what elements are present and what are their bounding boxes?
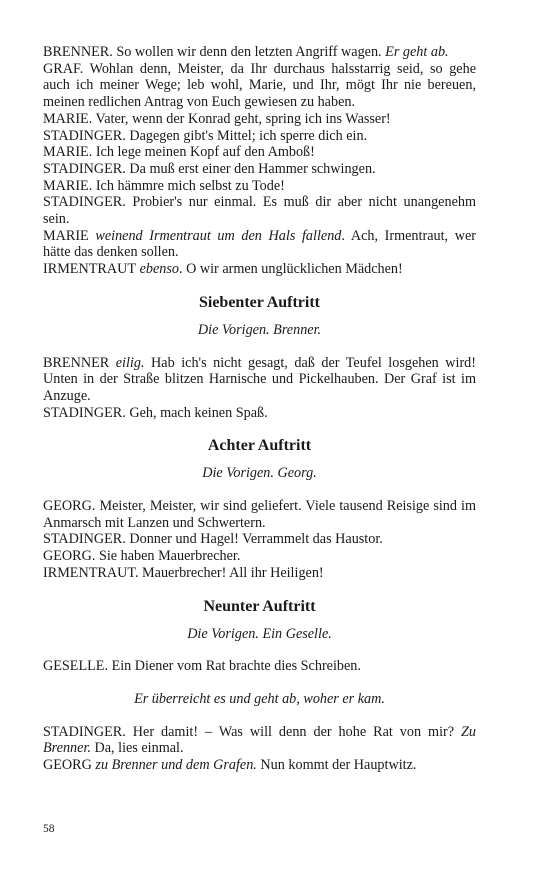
speaker-name: GEORG.: [43, 498, 96, 515]
speaker-name: IRMENTRAUT: [43, 261, 137, 278]
dialogue-line: [43, 355, 476, 405]
dialogue-line: [43, 565, 476, 582]
speaker-name: GESELLE.: [43, 658, 109, 675]
speaker-name: STADINGER.: [43, 404, 126, 421]
dialogue-line: [43, 757, 476, 774]
page-number: 58: [43, 823, 55, 835]
dialogue-text: Dagegen gibt's Mittel; ich sperre dich ein.: [125, 127, 368, 144]
dialogue-line: [43, 405, 476, 422]
dialogue-text: Meister, Meister, wir sind geliefert. Viele tausend Reisige sind im Anmarsch mit Lanzen und Schwertern.: [43, 498, 476, 531]
scene-characters: Die Vorigen. Brenner.: [197, 321, 322, 338]
dialogue-text: Da muß erst einer den Hammer schwingen.: [125, 160, 376, 177]
dialogue-line: [43, 498, 476, 531]
stage-direction-centered: Er überreicht es und geht ab, woher er kam.: [134, 690, 385, 707]
speaker-name: STADINGER.: [43, 531, 126, 548]
stage-direction: eilig.: [109, 354, 145, 371]
dialogue-line: [43, 111, 476, 128]
scene-heading: Achter Auftritt: [207, 437, 312, 455]
dialogue-text: Donner und Hagel! Verrammelt das Haustor.: [125, 531, 383, 548]
speaker-name: GRAF.: [43, 60, 84, 77]
dialogue-text: Hab ich's nicht gesagt, daß der Teufel losgehen wird! Unten in der Straße blitzen Harnische und Pickelhauben. Der Graf ist im Anzuge.: [43, 354, 476, 404]
stage-direction: ebenso: [136, 261, 179, 278]
dialogue-text: . O wir armen unglücklichen Mädchen!: [178, 261, 403, 278]
dialogue-line: [43, 724, 476, 757]
dialogue-text: Nun kommt der Hauptwitz.: [256, 757, 417, 774]
dialogue-text: Geh, mach keinen Spaß.: [125, 404, 268, 421]
dialogue-text: Probier's nur einmal. Es muß dir aber nicht unangenehm sein.: [43, 194, 476, 228]
speaker-name: STADINGER.: [43, 160, 126, 177]
stage-direction: Er geht ab.: [385, 44, 449, 60]
stage-direction: zu Brenner und dem Grafen.: [91, 757, 257, 774]
speaker-name: BRENNER: [43, 354, 110, 371]
dialogue-text: . Ach, Irmentraut, wer hätte das denken sollen.: [43, 227, 476, 261]
speaker-name: STADINGER.: [43, 194, 126, 211]
dialogue-line: [43, 44, 476, 61]
speaker-name: STADINGER.: [43, 723, 126, 740]
speaker-name: STADINGER.: [43, 127, 126, 144]
scene-heading: Siebenter Auftritt: [198, 293, 320, 311]
speaker-name: GEORG: [43, 757, 92, 774]
dialogue-text: So wollen wir denn den letzten Angriff wagen.: [112, 44, 386, 60]
dialogue-text: Da, lies einmal.: [90, 740, 184, 757]
dialogue-text: Wohlan denn, Meister, da Ihr durchaus halsstarrig seid, so gehe auch ich meiner Wege; leb wohl, Marie, und Ihr, mögt Ihr nie bereuen, meinen redlichen Antrag von Euch gewiesen zu haben.: [43, 60, 476, 111]
dialogue-text: Sie haben Mauerbrecher.: [95, 548, 241, 565]
scene-heading: Neunter Auftritt: [203, 597, 316, 615]
speaker-name: BRENNER.: [43, 44, 113, 60]
dialogue-line: [43, 531, 476, 548]
scene-siebenter-auftritt: [43, 294, 476, 422]
dialogue-line: [43, 161, 476, 178]
speaker-name: MARIE.: [43, 110, 93, 127]
scene-characters: Die Vorigen. Georg.: [202, 465, 317, 482]
speaker-name: GEORG.: [43, 548, 96, 565]
dialogue-line: [43, 128, 476, 145]
speaker-name: IRMENTRAUT.: [43, 564, 139, 581]
page-body: [43, 44, 476, 774]
dialogue-block-1: [43, 44, 476, 278]
dialogue-text: Ich lege meinen Kopf auf den Amboß!: [92, 144, 315, 161]
dialogue-line: [43, 194, 476, 227]
speaker-name: MARIE.: [43, 144, 93, 161]
dialogue-text: Her damit! – Was will denn der hohe Rat von mir?: [125, 723, 462, 740]
dialogue-line: [43, 178, 476, 195]
stage-direction: weinend Irmentraut um den Hals fallend: [88, 227, 342, 244]
dialogue-text: Ich hämmre mich selbst zu Tode!: [92, 177, 285, 194]
dialogue-text: Vater, wenn der Konrad geht, spring ich ins Wasser!: [92, 110, 391, 127]
dialogue-line: [43, 548, 476, 565]
scene-neunter-auftritt: [43, 598, 476, 774]
dialogue-line: [43, 144, 476, 161]
speaker-name: MARIE: [43, 227, 89, 244]
stage-direction: Zu Brenner.: [43, 723, 476, 757]
dialogue-line: [43, 658, 476, 675]
dialogue-text: Ein Diener vom Rat brachte dies Schreiben.: [108, 658, 361, 675]
dialogue-line: [43, 228, 476, 261]
scene-characters: Die Vorigen. Ein Geselle.: [187, 625, 332, 642]
speaker-name: MARIE.: [43, 177, 93, 194]
dialogue-text: Mauerbrecher! All ihr Heiligen!: [138, 564, 324, 581]
dialogue-line: [43, 61, 476, 111]
dialogue-line: [43, 261, 476, 278]
scene-achter-auftritt: [43, 437, 476, 581]
